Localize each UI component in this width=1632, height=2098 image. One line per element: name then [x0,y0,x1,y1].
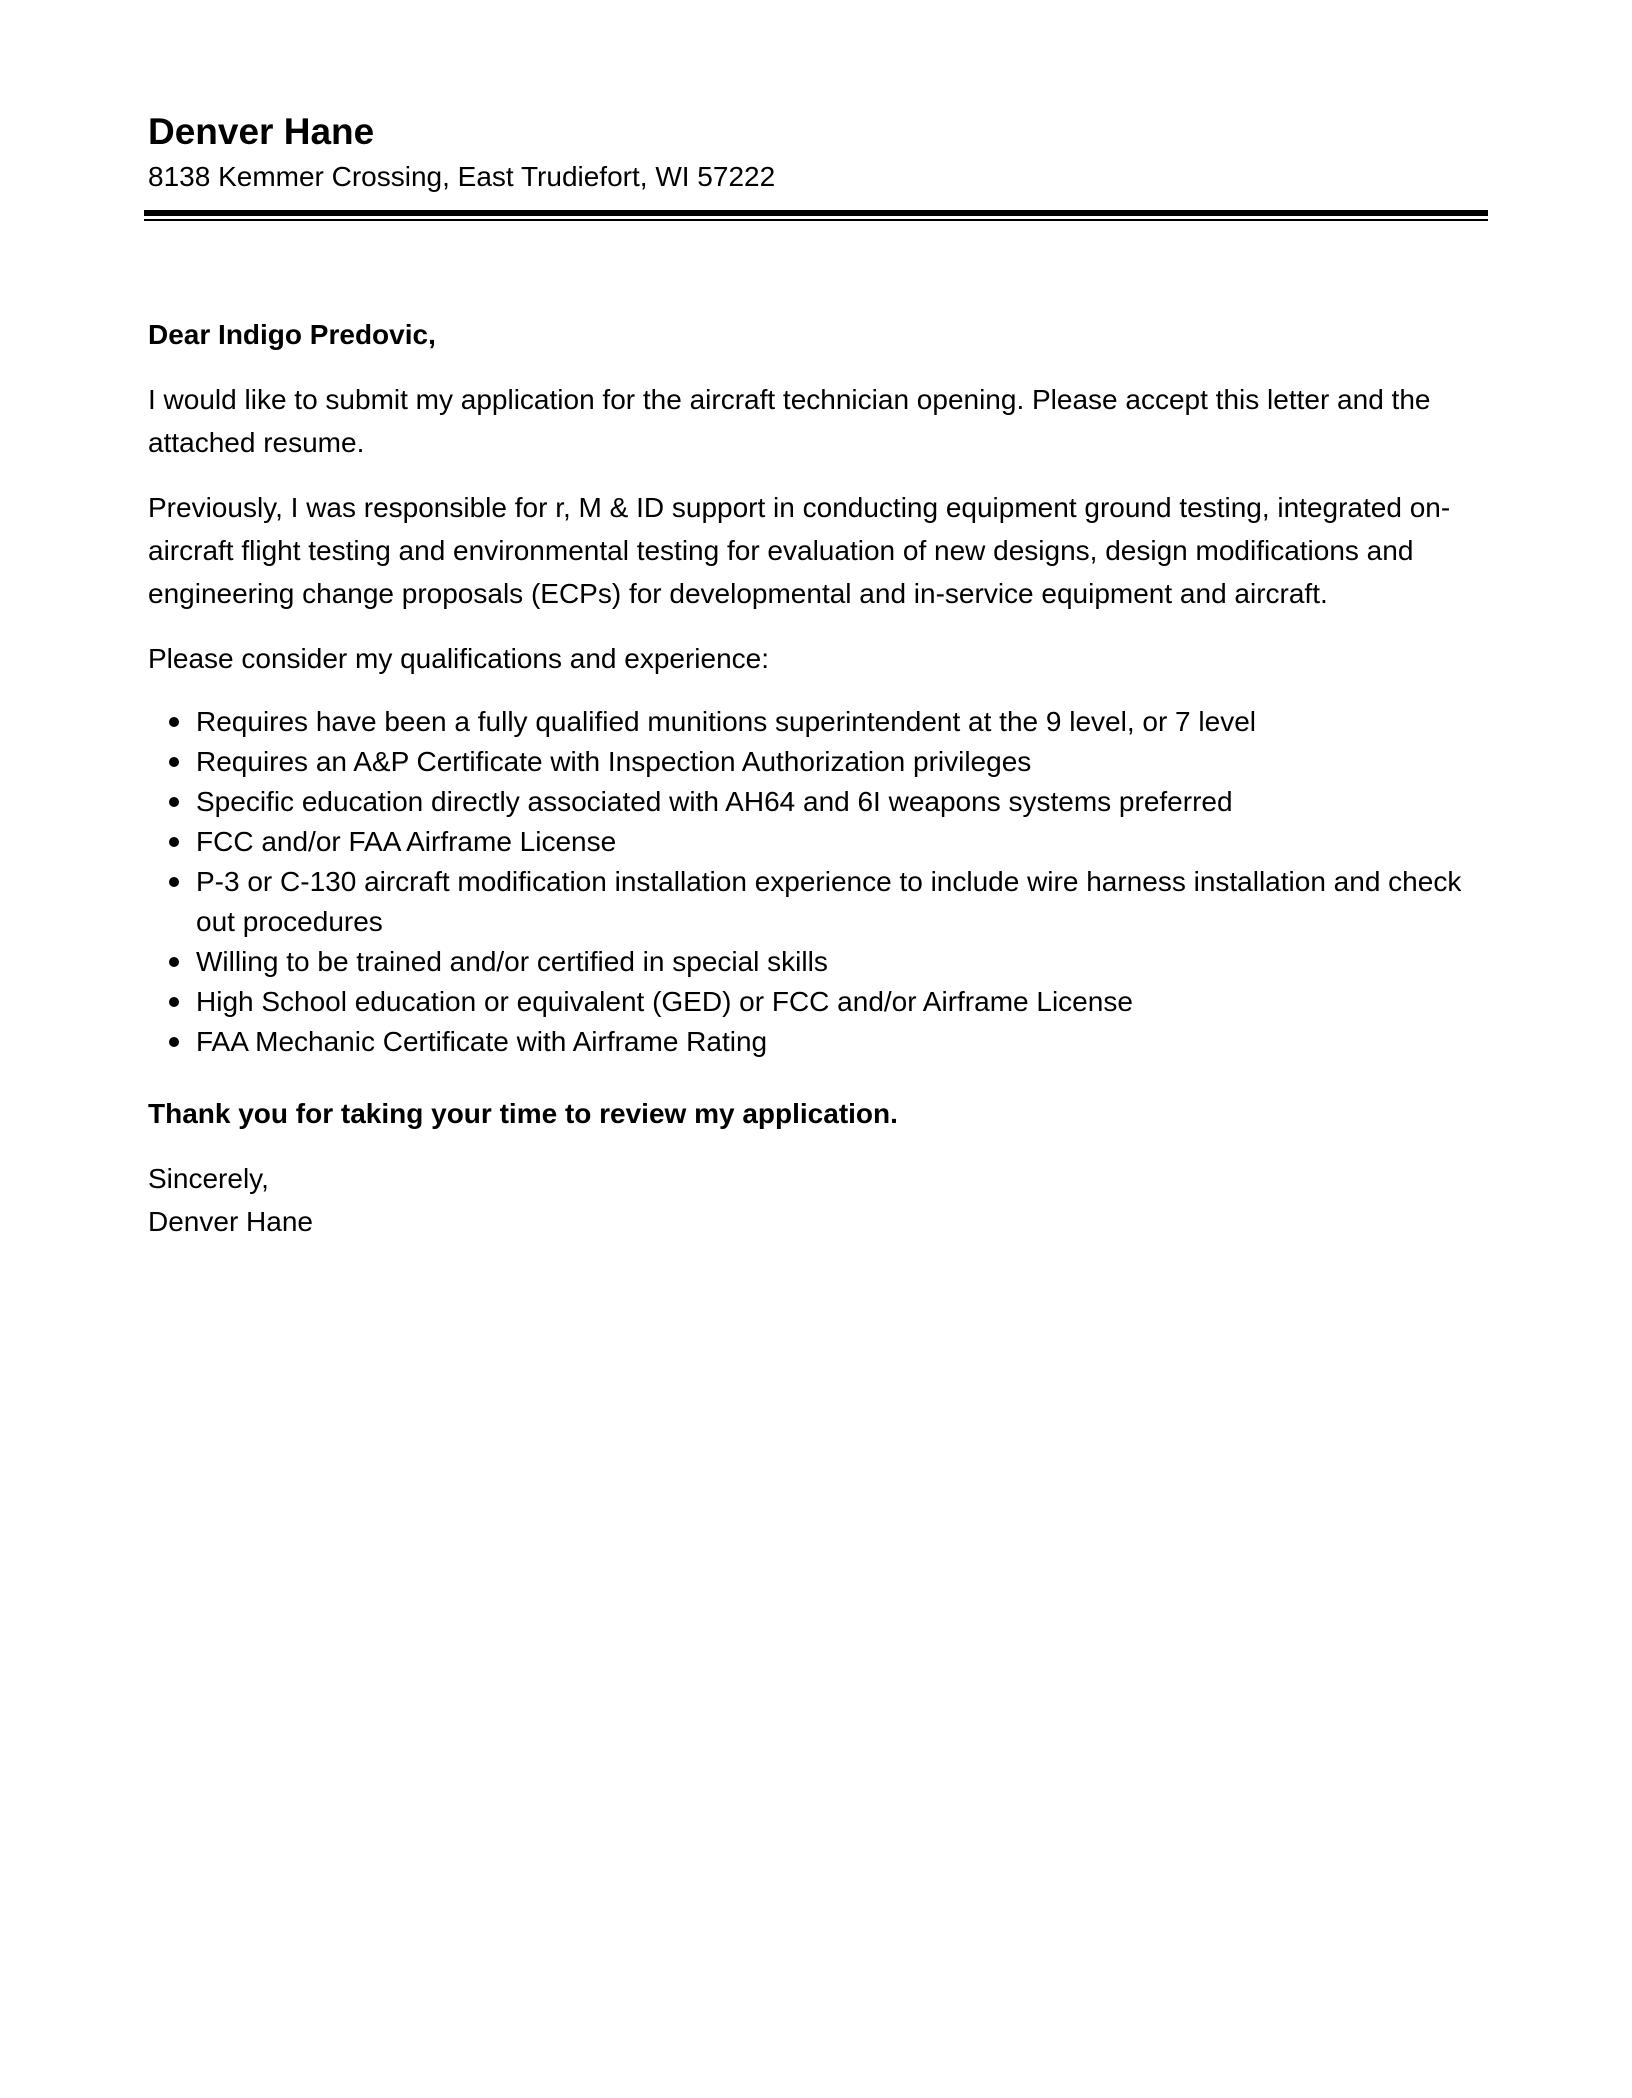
bullet-icon [169,997,179,1007]
header-divider [144,210,1488,221]
bullet-icon [169,877,179,887]
list-item [196,1022,1486,1062]
sender-name: Denver Hane [148,111,375,152]
experience-paragraph: Previously, I was responsible for r, M & ID support in conducting equipment ground testing, integrated on-aircraft flight testing and environmental testing for evaluation of new designs, design modifications and engineering change proposals (ECPs) for developmental and in-service equipment and aircraft. [148,492,1451,609]
closing: Sincerely, [148,1163,269,1194]
letter-body [148,313,1486,1243]
bullet-icon [169,837,179,847]
qualifications-intro: Please consider my qualifications and experience: [148,643,770,674]
list-item-text: Requires an A&P Certificate with Inspection Authorization privileges [196,746,1032,777]
bullet-icon [169,1037,179,1047]
list-item-text: Specific education directly associated with AH64 and 6I weapons systems preferred [196,786,1233,817]
list-item-text: FAA Mechanic Certificate with Airframe Rating [196,1026,768,1057]
list-item-text: Requires have been a fully qualified munitions superintendent at the 9 level, or 7 level [196,706,1256,737]
qualifications-list [148,702,1486,1062]
letter-header [148,108,1486,221]
bullet-icon [169,757,179,767]
list-item [196,782,1486,822]
sender-address: 8138 Kemmer Crossing, East Trudiefort, WI 57222 [148,161,776,192]
list-item-text: P-3 or C-130 aircraft modification installation experience to include wire harness installation and check out procedures [196,866,1462,937]
list-item-text: High School education or equivalent (GED) or FCC and/or Airframe License [196,986,1133,1017]
bullet-icon [169,957,179,967]
bullet-icon [169,717,179,727]
list-item [196,702,1486,742]
signer-name: Denver Hane [148,1206,313,1237]
salutation: Dear Indigo Predovic, [148,319,436,350]
list-item [196,982,1486,1022]
intro-paragraph: I would like to submit my application for the aircraft technician opening. Please accept this letter and the attached resume. [148,384,1431,458]
list-item [196,942,1486,982]
bullet-icon [169,797,179,807]
thank-you-line: Thank you for taking your time to review my application. [148,1098,898,1129]
list-item [196,862,1486,942]
list-item-text: FCC and/or FAA Airframe License [196,826,617,857]
list-item-text: Willing to be trained and/or certified in special skills [196,946,828,977]
list-item [196,742,1486,782]
list-item [196,822,1486,862]
